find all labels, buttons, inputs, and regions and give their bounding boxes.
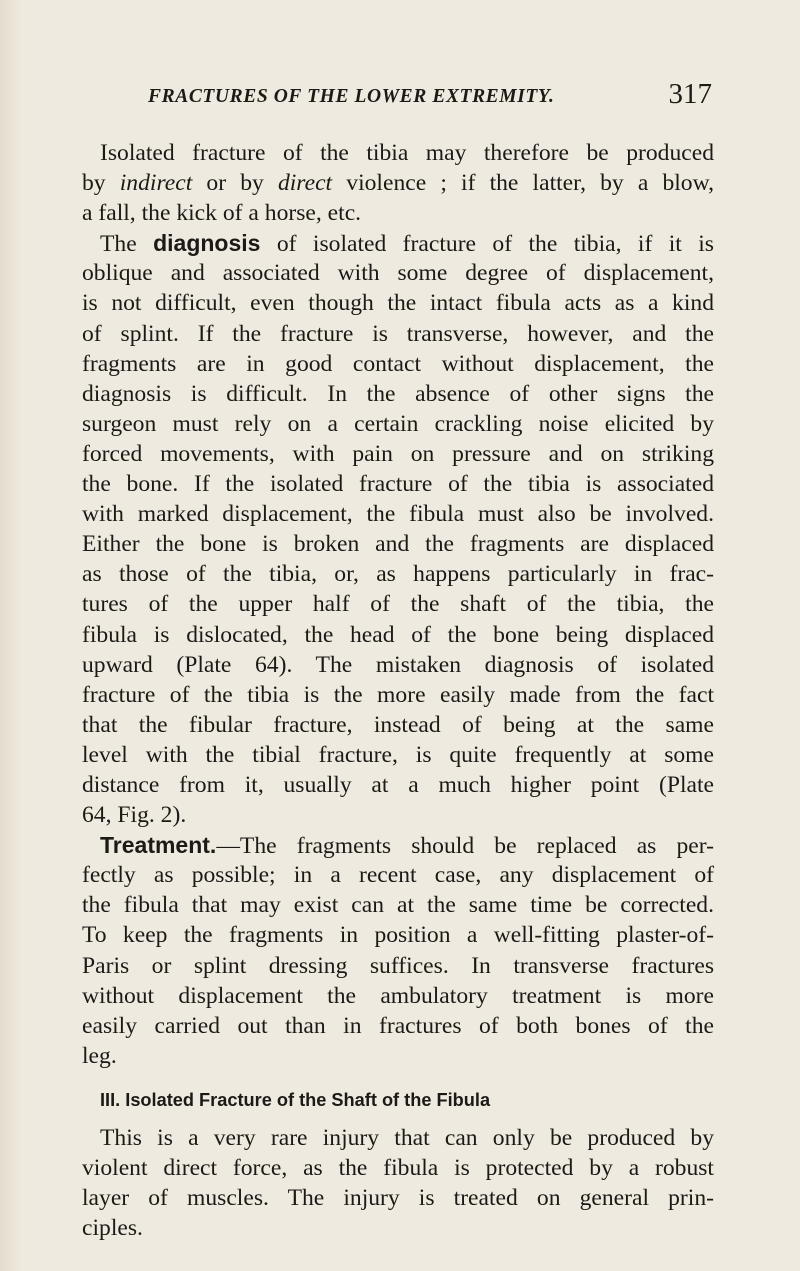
paragraph-line: fectly as possible; in a recent case, any displacement of <box>82 862 714 889</box>
paragraph-line: the bone. If the isolated fracture of the tibia is associated <box>82 471 714 498</box>
running-head: FRACTURES OF THE LOWER EXTREMITY. <box>148 86 555 107</box>
paragraph-line: ciples. <box>82 1215 143 1242</box>
section-heading: III. Isolated Fracture of the Shaft of the Fibula <box>100 1089 491 1110</box>
paragraph-line: upward (Plate 64). The mistaken diagnosis of isolated <box>82 651 714 678</box>
paragraph-line: with marked displacement, the fibula must also be involved. <box>82 501 714 528</box>
paragraph-line: easily carried out than in fractures of both bones of the <box>82 1012 714 1039</box>
paragraph-line: surgeon must rely on a certain crackling noise elicited by <box>82 410 714 437</box>
emphasis-direct: direct <box>277 170 333 197</box>
page-header <box>80 78 712 118</box>
text-run: The <box>100 231 154 258</box>
paragraph-line: fragments are in good contact without displacement, the <box>82 350 714 377</box>
paragraph-line: fracture of the tibia is the more easily made from the fact <box>82 681 714 708</box>
paragraph-line <box>82 830 714 860</box>
paragraph-line <box>82 228 714 258</box>
emphasis-indirect: indirect <box>119 170 193 197</box>
paragraph-line: 64, Fig. 2). <box>82 802 187 829</box>
paragraph-line: Either the bone is broken and the fragments are displaced <box>82 531 714 558</box>
paragraph-line: fibula is dislocated, the head of the bone being displaced <box>82 621 714 648</box>
text-run: Isolated fracture of the tibia may therefore be produced <box>100 140 714 166</box>
text-run: or by <box>192 170 278 197</box>
paragraph-line: layer of muscles. The injury is treated on general prin- <box>82 1185 714 1212</box>
paragraph-line: is not difficult, even though the intact fibula acts as a kind <box>82 290 714 317</box>
paragraph-line: oblique and associated with some degree of displacement, <box>82 260 714 287</box>
run-in-heading-treatment: Treatment. <box>100 832 217 859</box>
paragraph-line: that the fibular fracture, instead of being at the same <box>82 711 714 738</box>
paragraph-line: tures of the upper half of the shaft of the tibia, the <box>82 591 714 618</box>
paragraph-line: forced movements, with pain on pressure and on striking <box>82 440 714 467</box>
paragraph-line: the fibula that may exist can at the same time be corrected. <box>82 892 714 919</box>
paragraph-line: leg. <box>82 1042 117 1069</box>
paragraph-line: Paris or splint dressing suffices. In transverse fractures <box>82 952 714 979</box>
run-in-heading-diagnosis: diagnosis <box>153 230 261 257</box>
paragraph-line: To keep the fragments in position a well-fitting plaster-of- <box>82 922 714 949</box>
text-run: —The fragments should be replaced as per- <box>216 833 714 860</box>
body-text <box>82 138 714 1243</box>
paragraph-line <box>82 138 714 168</box>
paragraph-line: This is a very rare injury that can only be produced by <box>100 1124 714 1151</box>
paragraph-line <box>82 198 714 228</box>
paragraph-line: violent direct force, as the fibula is protected by a robust <box>82 1155 714 1181</box>
text-run: by <box>82 170 120 197</box>
paragraph-line: of splint. If the fracture is transverse, however, and the <box>82 320 714 347</box>
paragraph-line: as those of the tibia, or, as happens particularly in frac- <box>82 561 714 588</box>
paragraph-line: without displacement the ambulatory treatment is more <box>82 982 714 1009</box>
paragraph-line: level with the tibial fracture, is quite frequently at some <box>82 741 714 768</box>
text-run: of isolated fracture of the tibia, if it is <box>260 231 714 258</box>
text-run: a fall, the kick of a horse, etc. <box>82 200 362 227</box>
paragraph-line <box>82 168 714 198</box>
paragraph-line: distance from it, usually at a much higher point (Plate <box>82 771 714 798</box>
paragraph-line: diagnosis is difficult. In the absence of other signs the <box>82 380 714 407</box>
page-number: 317 <box>668 78 712 110</box>
text-run: violence ; if the latter, by a blow, <box>332 170 715 197</box>
